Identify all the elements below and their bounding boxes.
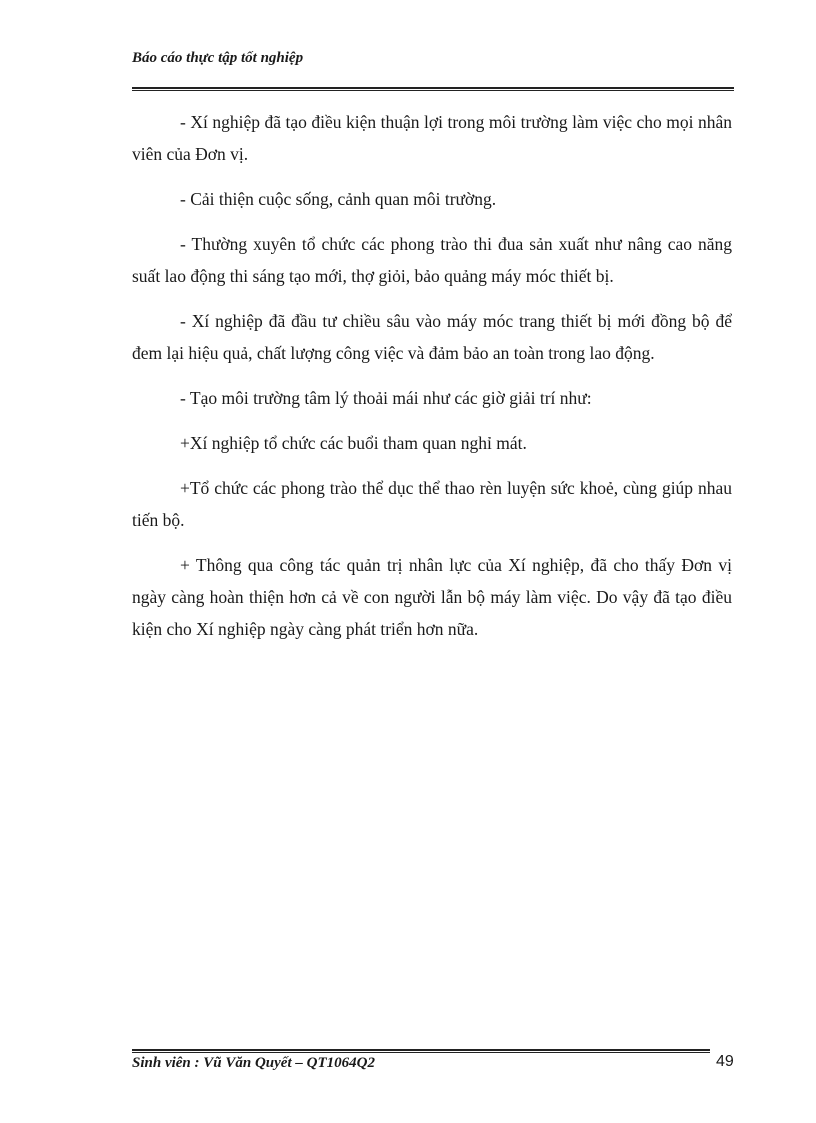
header-title: Báo cáo thực tập tốt nghiệp bbox=[132, 50, 304, 66]
body-text bbox=[132, 106, 732, 658]
page-number: 49 bbox=[716, 1053, 734, 1070]
footer-student-info: Sinh viên : Vũ Văn Quyết – QT1064Q2 bbox=[132, 1055, 375, 1071]
paragraph: - Cải thiện cuộc sống, cảnh quan môi trường. bbox=[180, 189, 497, 209]
paragraph: - Xí nghiệp đã đầu tư chiều sâu vào máy móc trang thiết bị mới đồng bộ để đem lại hiệu quả, chất lượng công việc và đảm bảo an toàn trong lao động. bbox=[132, 311, 732, 363]
paragraph: - Xí nghiệp đã tạo điều kiện thuận lợi trong môi trường làm việc cho mọi nhân viên của Đơn vị. bbox=[132, 112, 732, 164]
paragraph: - Tạo môi trường tâm lý thoải mái như các giờ giải trí như: bbox=[180, 388, 592, 408]
paragraph: - Thường xuyên tổ chức các phong trào thi đua sản xuất như nâng cao năng suất lao động thi sáng tạo mới, thợ giỏi, bảo quảng máy móc thiết bị. bbox=[132, 234, 732, 286]
paragraph: +Xí nghiệp tổ chức các buổi tham quan nghỉ mát. bbox=[180, 433, 527, 453]
header-divider bbox=[132, 87, 734, 91]
footer-divider bbox=[132, 1049, 710, 1053]
paragraph: + Thông qua công tác quản trị nhân lực của Xí nghiệp, đã cho thấy Đơn vị ngày càng hoàn thiện hơn cả về con người lẫn bộ máy làm việc. Do vậy đã tạo điều kiện cho Xí nghiệp ngày càng phát triển hơn nữa. bbox=[132, 555, 732, 639]
paragraph: +Tổ chức các phong trào thể dục thể thao rèn luyện sức khoẻ, cùng giúp nhau tiến bộ. bbox=[132, 478, 732, 530]
